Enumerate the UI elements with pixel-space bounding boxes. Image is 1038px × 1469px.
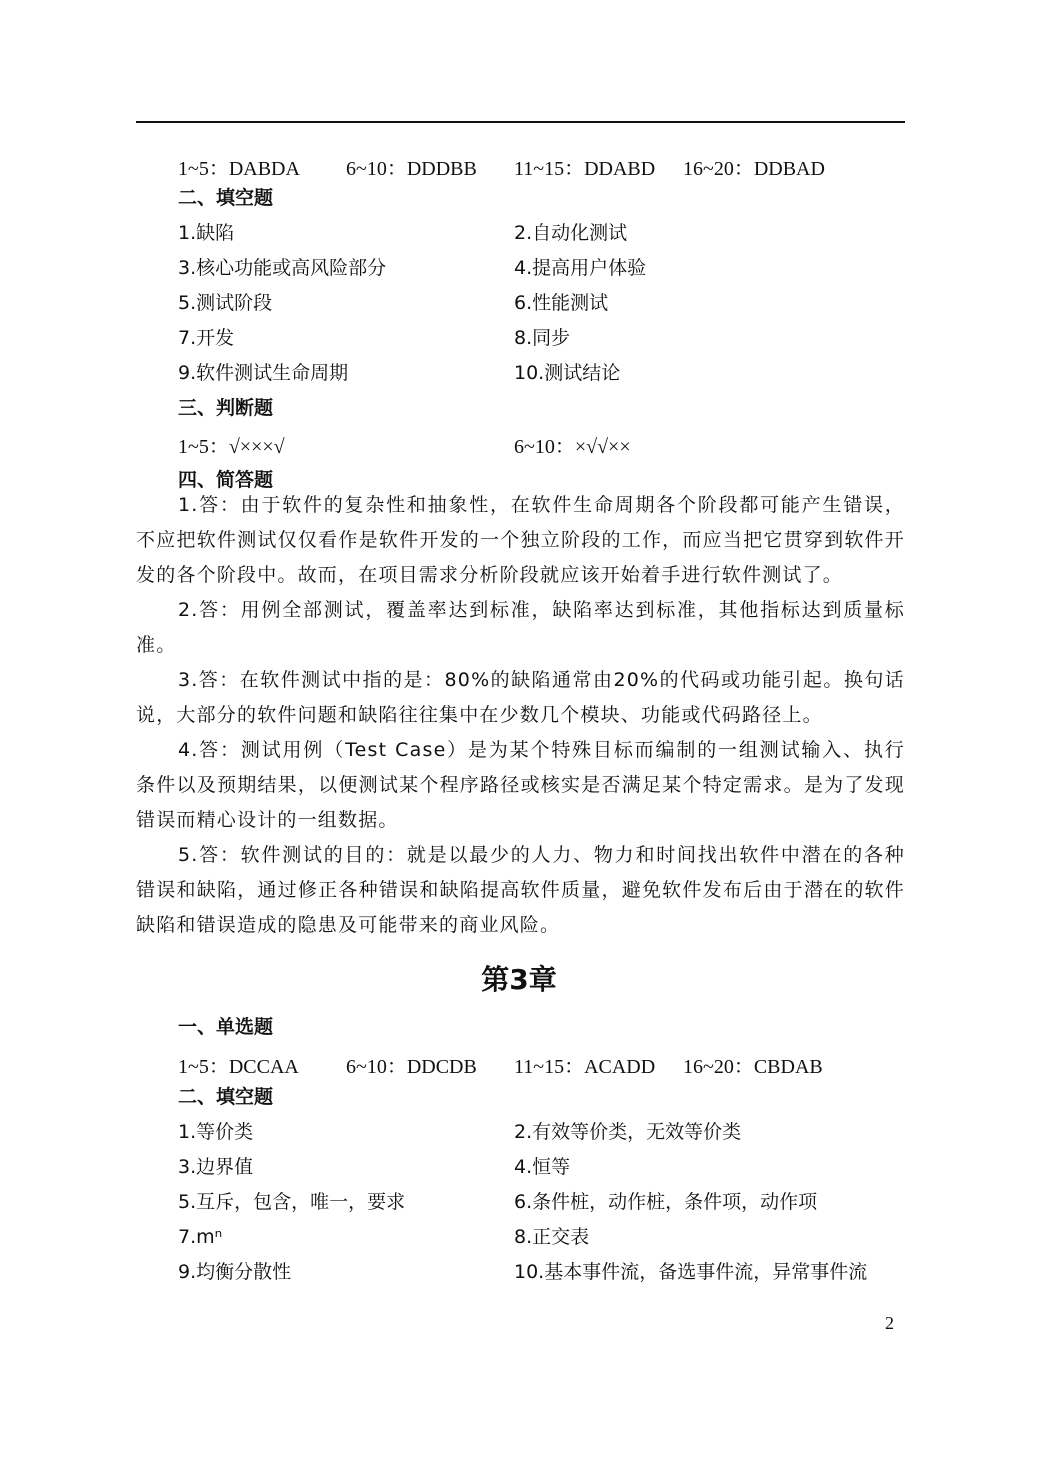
section-heading-fill: 二、填空题	[178, 1086, 274, 1108]
fill-answer: 10.测试结论	[514, 362, 621, 384]
fill-answer: 1.缺陷	[178, 222, 235, 244]
fill-answer: 5.测试阶段	[178, 292, 273, 314]
fill-answer: 6.条件桩，动作桩，条件项，动作项	[514, 1191, 818, 1213]
answer-range-4: 16~20：DDBAD	[683, 158, 825, 180]
answer-range-4: 16~20：CBDAB	[683, 1056, 823, 1078]
header-rule	[136, 121, 905, 123]
fill-answer: 8.同步	[514, 327, 571, 349]
fill-answer: 3.核心功能或高风险部分	[178, 257, 387, 279]
section-heading-short: 四、简答题	[178, 469, 274, 491]
fill-answer: 5.互斥，包含，唯一，要求	[178, 1191, 406, 1213]
short-answer-3: 3.答：在软件测试中指的是：80%的缺陷通常由20%的代码或功能引起。换句话说，大部分的软件问题和缺陷往往集中在少数几个模块、功能或代码路径上。	[136, 669, 905, 726]
short-answer-2: 2.答：用例全部测试，覆盖率达到标准，缺陷率达到标准，其他指标达到质量标准。	[136, 599, 905, 656]
fill-answer: 8.正交表	[514, 1226, 590, 1248]
fill-answer: 9.均衡分散性	[178, 1261, 292, 1283]
fill-answer: 2.有效等价类，无效等价类	[514, 1121, 742, 1143]
fill-answer: 7.mⁿ	[178, 1226, 223, 1248]
section-heading-single: 一、单选题	[178, 1016, 274, 1038]
answer-range-2: 6~10：DDDBB	[346, 158, 477, 180]
fill-answer: 6.性能测试	[514, 292, 609, 314]
fill-answer: 2.自动化测试	[514, 222, 628, 244]
short-answer-4: 4.答：测试用例（Test Case）是为某个特殊目标而编制的一组测试输入、执行条件以及预期结果，以便测试某个程序路径或核实是否满足某个特定需求。是为了发现错误而精心设计的一组数据。	[136, 739, 905, 831]
fill-answer: 4.提高用户体验	[514, 257, 647, 279]
judge-answer: 6~10：×√√××	[514, 436, 631, 458]
fill-answer: 4.恒等	[514, 1156, 571, 1178]
fill-answer: 1.等价类	[178, 1121, 254, 1143]
chapter-title: 第3章	[481, 963, 557, 996]
short-answer-5: 5.答：软件测试的目的：就是以最少的人力、物力和时间找出软件中潜在的各种错误和缺陷，通过修正各种错误和缺陷提高软件质量，避免软件发布后由于潜在的软件缺陷和错误造成的隐患及可能带来的商业风险。	[136, 844, 905, 936]
section-heading-fill: 二、填空题	[178, 187, 274, 209]
short-answer-1: 1.答：由于软件的复杂性和抽象性，在软件生命周期各个阶段都可能产生错误，不应把软件测试仅仅看作是软件开发的一个独立阶段的工作，而应当把它贯穿到软件开发的各个阶段中。故而，在项目需求分析阶段就应该开始着手进行软件测试了。	[136, 494, 905, 586]
fill-answer: 10.基本事件流，备选事件流，异常事件流	[514, 1261, 868, 1283]
judge-answer: 1~5：√×××√	[178, 436, 285, 458]
answer-range-1: 1~5：DABDA	[178, 158, 300, 180]
answer-range-2: 6~10：DDCDB	[346, 1056, 477, 1078]
section-heading-judge: 三、判断题	[178, 397, 274, 419]
answer-range-1: 1~5：DCCAA	[178, 1056, 299, 1078]
answer-range-3: 11~15：ACADD	[514, 1056, 656, 1078]
answer-range-3: 11~15：DDABD	[514, 158, 656, 180]
fill-answer: 9.软件测试生命周期	[178, 362, 349, 384]
page-number: 2	[885, 1313, 894, 1333]
fill-answer: 3.边界值	[178, 1156, 254, 1178]
fill-answer: 7.开发	[178, 327, 235, 349]
